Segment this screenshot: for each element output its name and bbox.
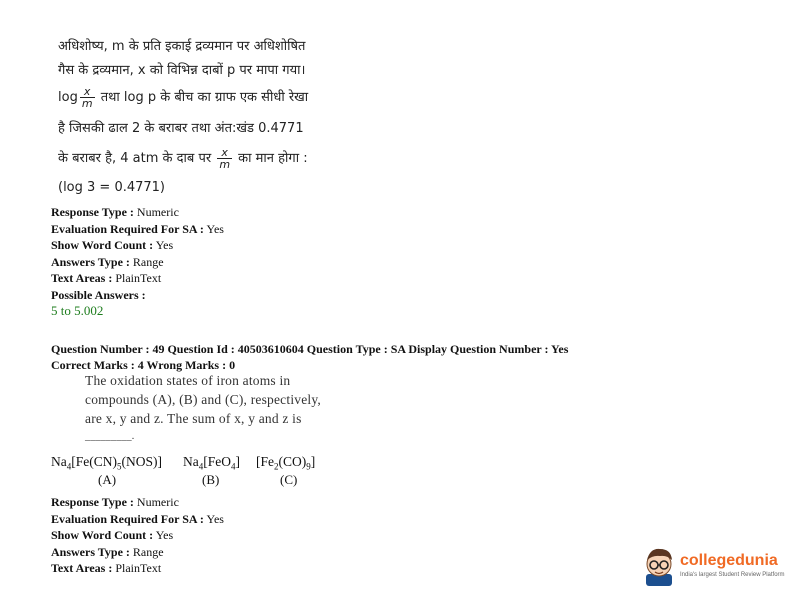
hindi-question-line-4: है जिसकी ढाल 2 के बराबर तथा अंत:खंड 0.4771: [58, 121, 304, 136]
q49-text-line-3: are x, y and z. The sum of x, y and z is: [85, 411, 302, 426]
hindi-question-line-5: के बराबर है, 4 atm के दाब पर $\frac{x}{m}$ का मान होगा :: [58, 146, 308, 171]
response-type-row: Response Type : Numeric: [51, 205, 179, 219]
q49-text-line-1: The oxidation states of iron atoms in: [85, 373, 291, 388]
q49-text-blank: _________.: [85, 431, 135, 442]
compound-b: $Na_4[FeO_4]$: [183, 454, 240, 472]
eval-required-row: Evaluation Required For SA : Yes: [51, 511, 224, 526]
x-over-m-fraction-2: $\frac{x}{m}$: [219, 146, 231, 171]
collegedunia-logo: [640, 544, 785, 588]
logo-brand-text: collegedunia: [680, 552, 778, 569]
compound-a: $Na_4[Fe(CN)_5(NOS)]$: [51, 454, 162, 472]
response-type-row: Response Type : Numeric: [51, 495, 179, 509]
graph-description: तथा log p के बीच का ग्राफ एक सीधी रेखा: [100, 90, 309, 105]
log-hint: (log 3 = 0.4771): [58, 180, 166, 195]
hindi-question-line-1: अधिशोष्य, m के प्रति इकाई द्रव्यमान पर अधिशोषित: [58, 39, 306, 54]
hindi-question-line-2: गैस के द्रव्यमान, x को विभिन्न दाबों p पर मापा गया।: [58, 63, 306, 78]
log-text: log: [58, 90, 78, 105]
show-word-count-row: Show Word Count : Yes: [51, 238, 174, 252]
possible-answer-value: 5 to 5.002: [51, 303, 104, 318]
possible-answers-row: Possible Answers :: [51, 287, 146, 302]
q48-meta: [51, 204, 224, 303]
mascot-icon: [640, 544, 680, 588]
eval-required-row: Evaluation Required For SA : Yes: [51, 221, 224, 236]
q49-text-line-2: compounds (A), (B) and (C), respectively,: [85, 392, 322, 407]
hindi-question-line-3: [58, 86, 308, 109]
answers-type-row: Answers Type : Range: [51, 254, 164, 269]
q49-header-line-2: Correct Marks : 4 Wrong Marks : 0: [51, 358, 236, 372]
compound-a-label: (A): [98, 472, 117, 487]
x-over-m-fraction: $\frac{x}{m}$: [81, 85, 93, 110]
q49-header-line-1: Question Number : 49 Question Id : 40503610604 Question Type : SA Display Question Number : Yes: [51, 342, 569, 356]
compound-c: $[Fe_2(CO)_9]$: [256, 454, 316, 472]
compound-c-label: (C): [280, 472, 298, 487]
logo-tagline: India's largest Student Review Platform: [680, 572, 785, 578]
compound-b-label: (B): [202, 472, 220, 487]
text-areas-row: Text Areas : PlainText: [51, 271, 162, 285]
text-areas-row: Text Areas : PlainText: [51, 561, 162, 575]
show-word-count-row: Show Word Count : Yes: [51, 528, 174, 542]
q49-meta: [51, 494, 224, 577]
answers-type-row: Answers Type : Range: [51, 544, 164, 559]
